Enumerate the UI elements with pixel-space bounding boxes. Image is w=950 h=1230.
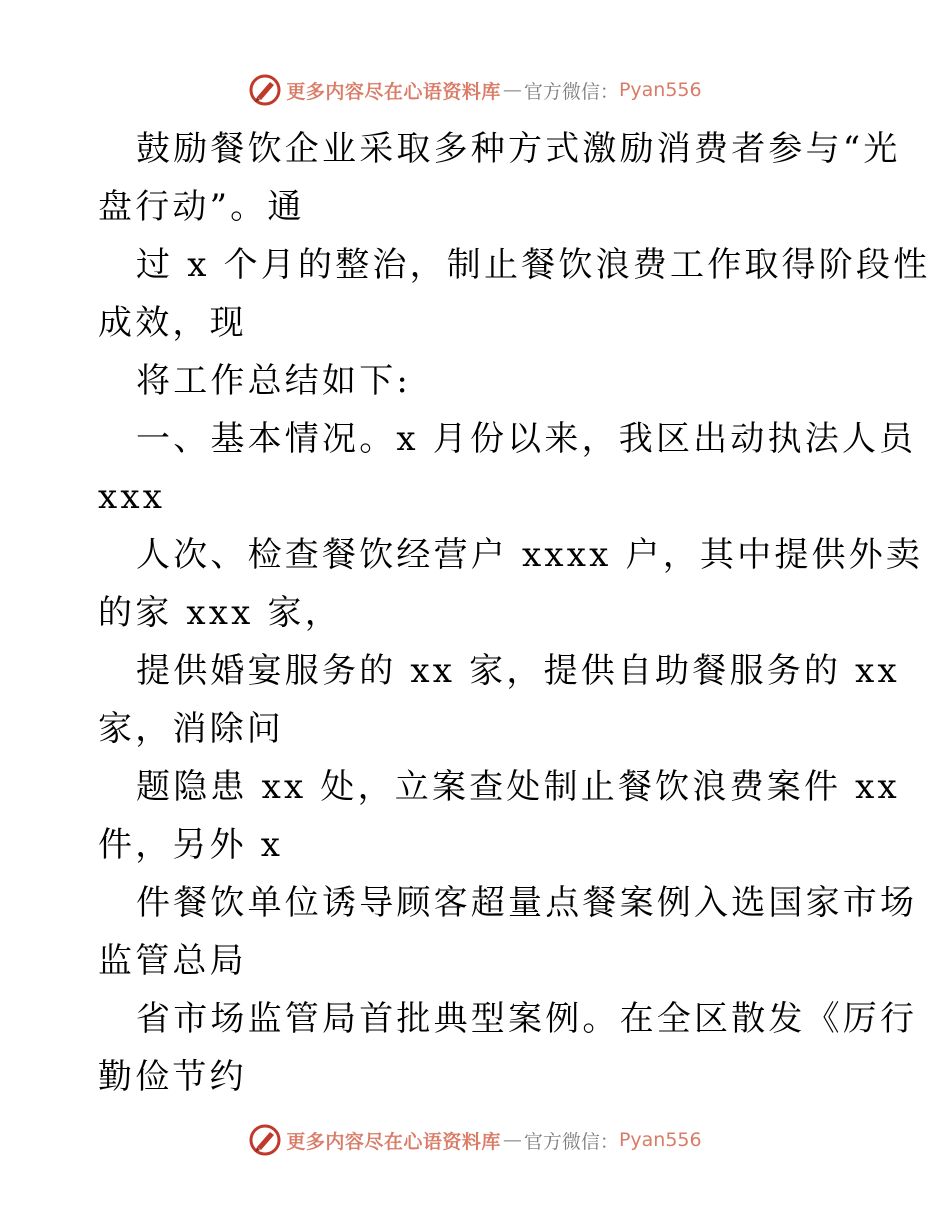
body-line: 盘行动”。通 [98, 187, 305, 227]
banner-separator: — [502, 79, 522, 101]
body-line: 成效，现 [98, 303, 247, 343]
banner-wechat-id: Pyan556 [618, 79, 702, 101]
body-line: 件餐饮单位诱导顾客超量点餐案例入选国家市场 [136, 883, 918, 923]
banner-main-text: 更多内容尽在心语资料库 [286, 80, 501, 103]
body-line: 的家 xxx 家， [98, 593, 342, 633]
body-line: 省市场监管局首批典型案例。在全区散发《厉行 [136, 999, 918, 1039]
header-banner [0, 70, 950, 110]
document-body [98, 120, 931, 1106]
body-line: 监管总局 [98, 941, 247, 981]
body-line: xxx [98, 477, 166, 517]
banner-sub-text: 官方微信： [523, 80, 619, 103]
body-line: 提供婚宴服务的 xx 家，提供自助餐服务的 xx [136, 651, 900, 691]
body-line: 将工作总结如下: [136, 361, 412, 401]
pen-logo-icon [248, 73, 282, 107]
body-line: 件，另外 x [98, 825, 284, 865]
footer-banner [0, 1120, 950, 1160]
body-line: 鼓励餐饮企业采取多种方式激励消费者参与“光 [136, 129, 901, 169]
body-line: 过 x 个月的整治，制止餐饮浪费工作取得阶段性 [136, 245, 931, 285]
body-line: 勤俭节约 [98, 1057, 247, 1097]
banner-separator: — [502, 1129, 522, 1151]
pen-logo-icon [248, 1123, 282, 1157]
banner-sub-text: 官方微信： [523, 1130, 619, 1153]
body-line: 家，消除问 [98, 709, 284, 749]
body-line: 人次、检查餐饮经营户 xxxx 户，其中提供外卖 [136, 535, 924, 575]
banner-wechat-id: Pyan556 [618, 1129, 702, 1151]
body-line: 一、基本情况。x 月份以来，我区出动执法人员 [136, 419, 917, 459]
banner-main-text: 更多内容尽在心语资料库 [286, 1130, 501, 1153]
body-line: 题隐患 xx 处，立案查处制止餐饮浪费案件 xx [136, 767, 900, 807]
